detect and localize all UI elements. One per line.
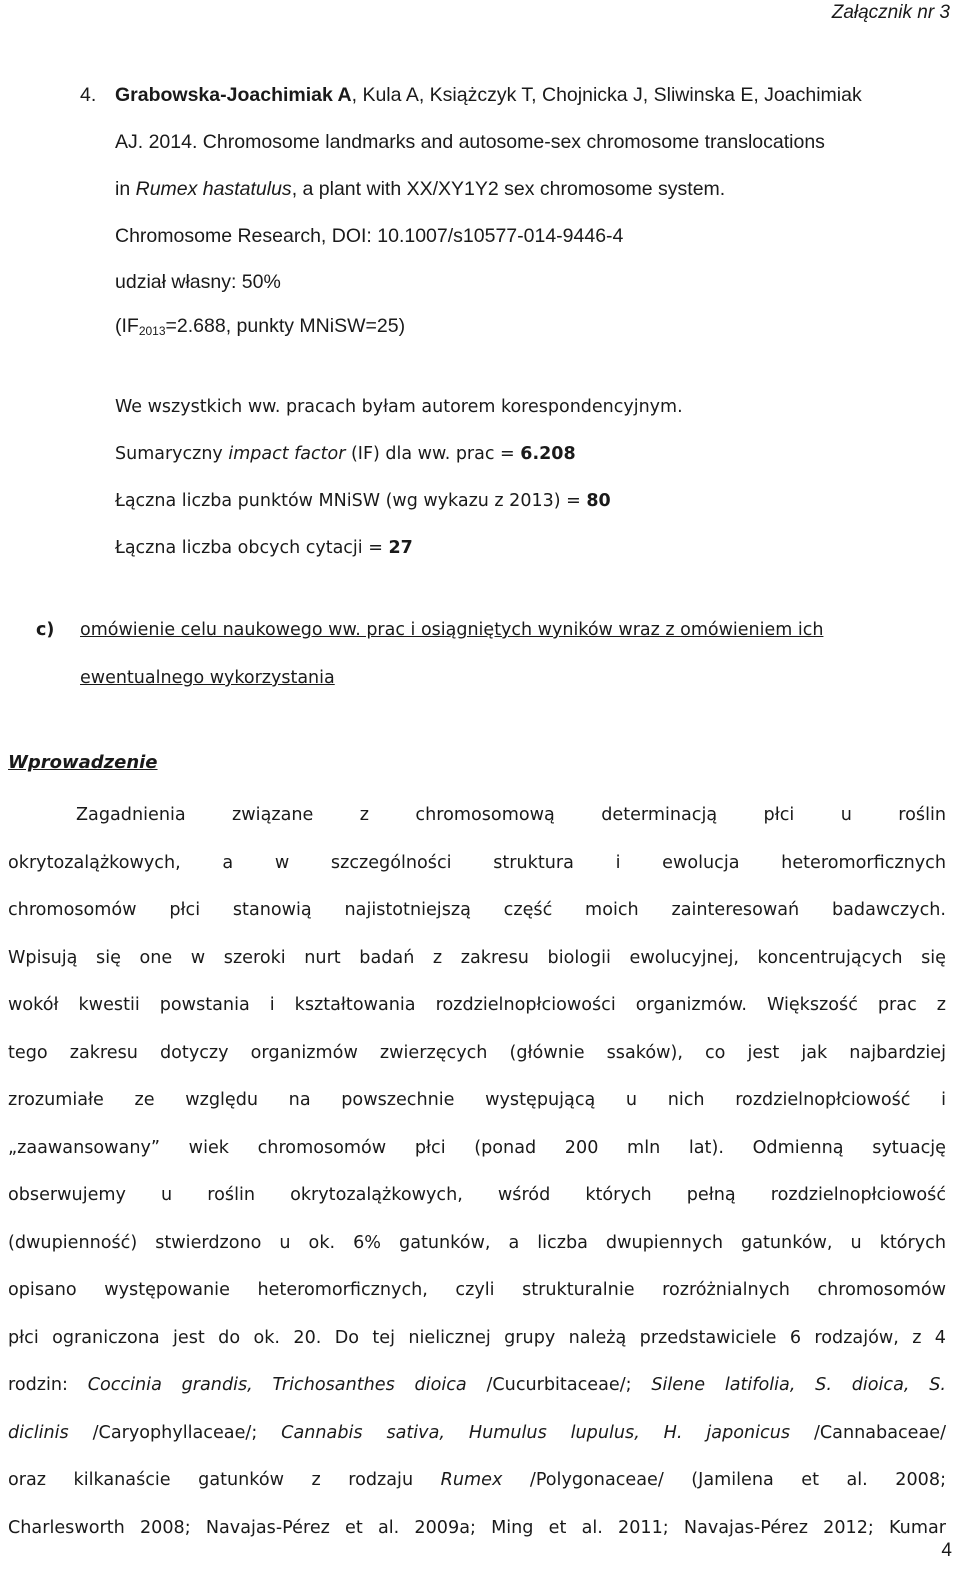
if-year: 2013 (138, 324, 166, 338)
species-name: Cannabis sativa, Humulus lupulus, H. japonicus (281, 1422, 791, 1443)
section-title (36, 606, 951, 702)
reference-title-line-2 (115, 166, 948, 213)
reference-authors-bold: Grabowska-Joachimiak A (115, 84, 352, 106)
family-name: /Cucurbitaceae/; (466, 1375, 652, 1395)
paragraph-line (8, 1362, 946, 1410)
reference-authors-rest: , Kula A, Książczyk T, Chojnicka J, Sliwinska E, Joachimiak (351, 84, 862, 106)
intro-paragraph (8, 792, 946, 1552)
summary-text: Sumaryczny (115, 444, 229, 464)
reference-authors (115, 72, 948, 119)
paragraph-line: (dwupienność) stwierdzono u ok. 6% gatunków, a liczba dwupiennych gatunków, u których (8, 1232, 946, 1253)
text: oraz kilkanaście gatunków z rodzaju (8, 1470, 441, 1490)
reference-title-line: AJ. 2014. Chromosome landmarks and autosome-sex chromosome translocations (115, 131, 825, 153)
page-number: 4 (941, 1540, 952, 1561)
section-title-line: ewentualnego wykorzystania (80, 668, 335, 688)
summary-text: (IF) dla ww. prac = (345, 444, 521, 464)
corresponding-author-note: We wszystkich ww. pracach byłam autorem korespondencyjnym. (115, 397, 683, 417)
publication-reference (80, 72, 948, 353)
reference-impact-factor (115, 304, 948, 353)
paragraph-line: Zagadnienia związane z chromosomową determinacją płci u roślin (76, 805, 946, 825)
species-name: diclinis (8, 1422, 69, 1443)
reference-number: 4. (80, 84, 97, 106)
total-mnisw-points (115, 478, 683, 525)
paragraph-line: opisano występowanie heteromorficznych, czyli strukturalnie rozróżnialnych chromosomów (8, 1280, 946, 1300)
annex-header: Załącznik nr 3 (831, 2, 950, 23)
text: /Polygonaceae/ (Jamilena et al. 2008; (502, 1470, 946, 1490)
publications-summary (115, 384, 683, 572)
summary-text: Łączna liczba obcych cytacji = (115, 538, 389, 558)
genus-name: Rumex (440, 1470, 503, 1490)
reference-journal-doi: Chromosome Research, DOI: 10.1007/s10577-014-9446-4 (115, 225, 624, 247)
family-name: /Cannabaceae/ (790, 1422, 947, 1443)
species-name: Coccinia grandis, Trichosanthes dioica (87, 1375, 467, 1395)
reference-text: , a plant with XX/XY1Y2 sex chromosome system. (291, 178, 726, 200)
species-name: Rumex hastatulus (135, 178, 292, 200)
if-label: (IF (115, 315, 139, 337)
if-value: =2.688, punkty MNiSW=25) (165, 315, 406, 337)
summary-text: Łączna liczba punktów MNiSW (wg wykazu z 2013) = (115, 491, 587, 511)
species-name: Silene latifolia, S. dioica, S. (651, 1375, 946, 1395)
section-label: c) (36, 620, 55, 640)
paragraph-line: chromosomów płci stanowią najistotniejszą część moich zainteresowań badawczych. (8, 900, 946, 920)
paragraph-line (8, 1457, 946, 1505)
section-title-line: omówienie celu naukowego ww. prac i osiągniętych wyników wraz z omówieniem ich (80, 620, 824, 640)
paragraph-line: Wpisują się one w szeroki nurt badań z zakresu biologii ewolucyjnej, koncentrujących się (8, 947, 946, 968)
paragraph-line: zrozumiałe ze względu na powszechnie występującą u nich rozdzielnopłciowość i (8, 1090, 946, 1110)
reference-own-share: udział własny: 50% (115, 271, 281, 293)
family-name: /Caryophyllaceae/; (68, 1422, 282, 1443)
citations-value: 27 (388, 538, 413, 558)
text: rodzin: (8, 1375, 88, 1395)
impact-factor-value: 6.208 (520, 444, 576, 464)
paragraph-line: wokół kwestii powstania i kształtowania rozdzielnopłciowości organizmów. Większość prac z (8, 995, 946, 1015)
paragraph-line (8, 1410, 946, 1458)
paragraph-line: „zaawansowany” wiek chromosomów płci (ponad 200 mln lat). Odmienną sytuację (8, 1137, 946, 1158)
paragraph-line: okrytozalążkowych, a w szczególności struktura i ewolucja heteromorficznych (8, 852, 946, 873)
reference-text: in (115, 178, 136, 200)
section-c-heading (36, 606, 951, 702)
paragraph-line: Charlesworth 2008; Navajas-Pérez et al. 2009a; Ming et al. 2011; Navajas-Pérez 2012; Kumar (8, 1517, 946, 1538)
intro-heading: Wprowadzenie (8, 752, 158, 773)
paragraph-line: obserwujemy u roślin okrytozalążkowych, wśród których pełną rozdzielnopłciowość (8, 1185, 946, 1205)
total-impact-factor (115, 431, 683, 478)
mnisw-points-value: 80 (586, 491, 611, 511)
paragraph-line: tego zakresu dotyczy organizmów zwierzęcych (głównie ssaków), co jest jak najbardziej (8, 1042, 946, 1063)
impact-factor-term: impact factor (228, 444, 346, 464)
total-citations (115, 525, 683, 572)
paragraph-line: płci ograniczona jest do ok. 20. Do tej nielicznej grupy należą przedstawiciele 6 rodzajów, z 4 (8, 1327, 946, 1348)
